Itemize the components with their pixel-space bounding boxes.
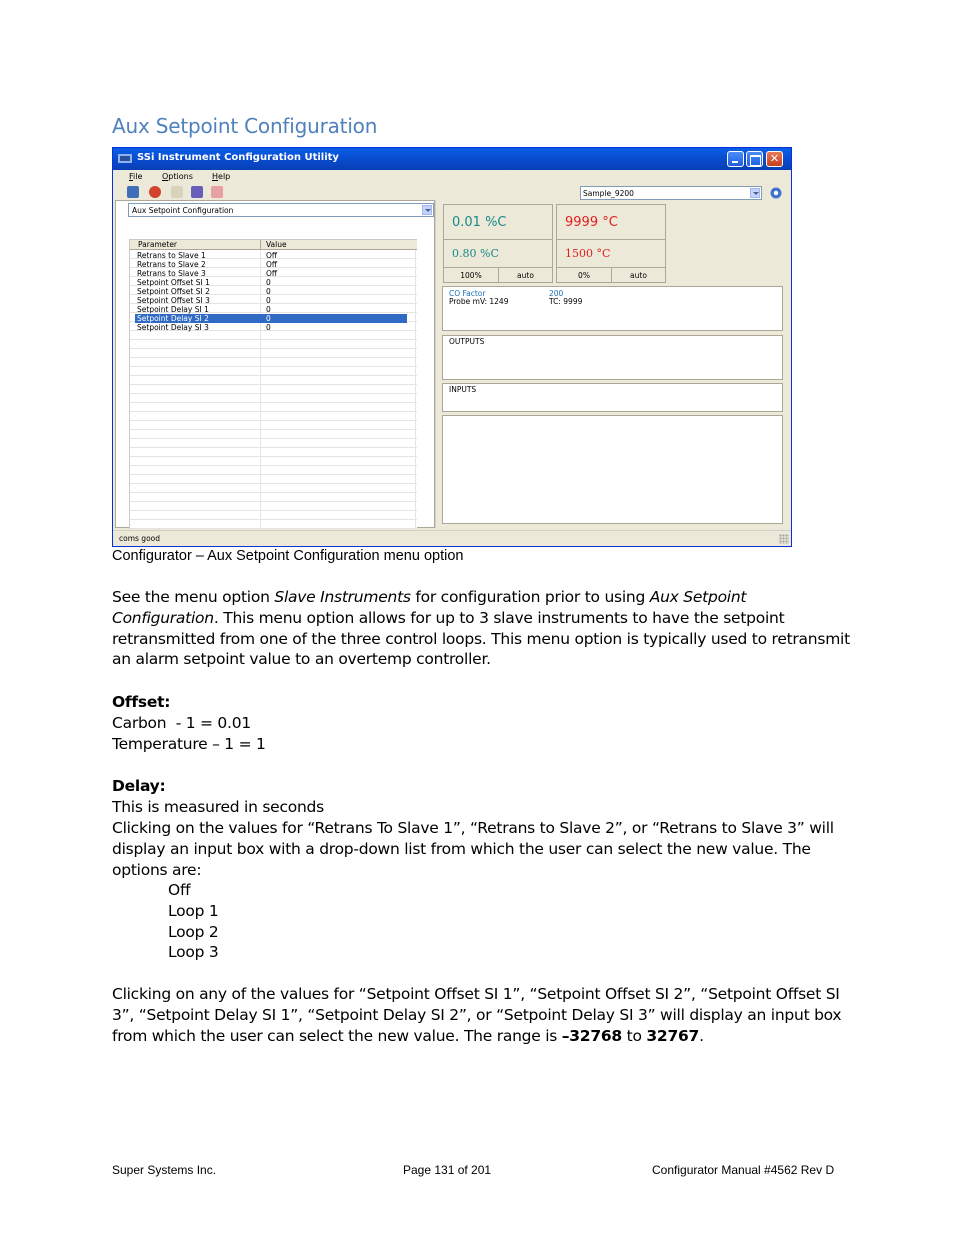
offset-label: Offset: xyxy=(112,693,171,711)
table-row[interactable] xyxy=(130,278,417,287)
status-bar xyxy=(113,530,791,546)
intro-text: for configuration prior to using xyxy=(410,588,650,606)
inputs-label: INPUTS xyxy=(449,385,477,394)
menu-bar xyxy=(113,170,791,184)
row-parameter: Setpoint Offset SI 1 xyxy=(137,278,210,287)
table-row[interactable] xyxy=(130,323,417,332)
loop2-mode[interactable]: auto xyxy=(630,271,647,280)
instrument-select-value: Sample_9200 xyxy=(583,189,634,198)
row-value[interactable]: Off xyxy=(266,269,278,278)
loop1-output: 100% xyxy=(460,271,482,280)
option-item: Loop 2 xyxy=(168,923,219,941)
report-icon[interactable] xyxy=(211,186,223,198)
window-title: SSi Instrument Configuration Utility xyxy=(137,152,339,163)
row-parameter: Setpoint Offset SI 3 xyxy=(137,296,210,305)
parameter-grid xyxy=(129,239,417,529)
slave-instruments-link-text: Slave Instruments xyxy=(274,588,411,606)
outputs-panel xyxy=(442,335,783,380)
settings-icon[interactable] xyxy=(191,186,203,198)
row-parameter: Retrans to Slave 3 xyxy=(137,269,206,278)
footer-company: Super Systems Inc. xyxy=(112,1163,217,1177)
delay-paragraph: Clicking on the values for “Retrans To Slave 1”, “Retrans to Slave 2”, or “Retrans to Slave 3” will display an input box with a drop-down list from which the user can select the new value. The options are: xyxy=(112,819,834,879)
offset-temperature: Temperature – 1 = 1 xyxy=(112,735,266,753)
table-row[interactable] xyxy=(130,305,417,314)
app-icon xyxy=(118,154,132,163)
grid-header xyxy=(130,240,417,250)
table-row[interactable] xyxy=(130,287,417,296)
range-min: –32768 xyxy=(561,1026,622,1045)
parameter-pane xyxy=(115,200,435,528)
section-heading: Aux Setpoint Configuration xyxy=(112,114,378,138)
intro-paragraph xyxy=(112,587,852,670)
chevron-down-icon[interactable] xyxy=(750,188,760,198)
footer-manual: Configurator Manual #4562 Rev D xyxy=(652,1163,835,1177)
maximize-icon xyxy=(747,152,762,166)
info-panel xyxy=(442,286,783,331)
range-text: Clicking on any of the values for “Setpoint Offset SI 1”, “Setpoint Offset SI 2”, “Setpoint Offset SI 3”, “Setpoint Delay SI 1”, “Setpoint Delay SI 2”, or “Setpoint Delay SI 3” will display an input box from which the user can select the new value. The range is xyxy=(112,985,842,1045)
intro-text: . This menu option allows for up to 3 slave instruments to have the setpoint retransmitted from one of the three control loops. This menu option is typically used to retransmit an alarm setpoint value to an overtemp controller. xyxy=(112,608,850,669)
status-pane xyxy=(441,200,791,528)
loop1-process-value: 0.01 %C xyxy=(444,205,552,240)
row-value[interactable]: 0 xyxy=(266,296,271,305)
chevron-down-icon[interactable] xyxy=(422,205,432,215)
close-icon: ✕ xyxy=(769,152,780,165)
column-header-parameter[interactable]: Parameter xyxy=(138,240,178,249)
row-value[interactable]: 0 xyxy=(266,323,271,332)
minimize-icon xyxy=(728,152,743,166)
delay-label: Delay: xyxy=(112,777,166,795)
connect-icon[interactable] xyxy=(127,186,139,198)
option-item: Loop 3 xyxy=(168,943,219,961)
menu-file[interactable]: File xyxy=(129,172,143,181)
row-value[interactable]: Off xyxy=(266,260,278,269)
stop-icon[interactable] xyxy=(149,186,161,198)
loop1-mode[interactable]: auto xyxy=(517,271,534,280)
range-paragraph xyxy=(112,984,852,1046)
intro-text: See the menu option xyxy=(112,588,275,606)
row-parameter: Setpoint Delay SI 3 xyxy=(137,323,209,332)
offset-carbon: Carbon - 1 = 0.01 xyxy=(112,714,251,732)
disabled-tool-icon[interactable] xyxy=(171,186,183,198)
option-item: Loop 1 xyxy=(168,902,219,920)
row-parameter: Retrans to Slave 2 xyxy=(137,260,206,269)
title-bar xyxy=(113,148,791,170)
aux-setpoint-text: Aux Setpoint Configuration xyxy=(112,588,747,627)
loop2-process-value: 9999 °C xyxy=(557,205,665,240)
table-row[interactable] xyxy=(130,296,417,305)
table-row[interactable] xyxy=(130,269,417,278)
app-window-screenshot xyxy=(112,147,792,547)
row-parameter: Retrans to Slave 1 xyxy=(137,251,206,260)
row-value[interactable]: 0 xyxy=(266,278,271,287)
row-value[interactable]: 0 xyxy=(266,305,271,314)
close-button[interactable] xyxy=(766,151,783,167)
loop2-display xyxy=(556,204,666,283)
inputs-panel xyxy=(442,383,783,412)
column-header-value[interactable]: Value xyxy=(266,240,287,249)
outputs-label: OUTPUTS xyxy=(449,337,485,346)
row-parameter: Setpoint Delay SI 1 xyxy=(137,305,209,314)
delay-units: This is measured in seconds xyxy=(112,798,324,816)
co-factor-label: CO Factor xyxy=(449,289,486,298)
resize-grip-icon[interactable] xyxy=(779,534,789,544)
loop2-output: 0% xyxy=(578,271,590,280)
pane-splitter[interactable] xyxy=(435,200,440,528)
tc-value: TC: 9999 xyxy=(549,297,583,306)
row-parameter: Setpoint Delay SI 2 xyxy=(137,314,209,323)
table-row[interactable] xyxy=(130,260,417,269)
minimize-button[interactable] xyxy=(727,151,744,167)
row-value[interactable]: 0 xyxy=(266,314,271,323)
range-end: . xyxy=(699,1026,704,1045)
menu-option-select[interactable] xyxy=(128,203,434,217)
instrument-select[interactable] xyxy=(580,186,762,200)
row-value[interactable]: 0 xyxy=(266,287,271,296)
menu-options[interactable]: Options xyxy=(162,172,193,181)
co-factor-value: 200 xyxy=(549,289,564,298)
empty-panel xyxy=(442,415,783,524)
loop1-display xyxy=(443,204,553,283)
option-item: Off xyxy=(168,881,191,899)
menu-help[interactable]: Help xyxy=(212,172,231,181)
figure-caption: Configurator – Aux Setpoint Configuration menu option xyxy=(112,548,464,564)
help-icon[interactable] xyxy=(769,187,783,199)
menu-option-select-value: Aux Setpoint Configuration xyxy=(132,206,234,215)
range-to: to xyxy=(621,1026,647,1045)
table-row-selected[interactable] xyxy=(135,314,407,323)
maximize-button[interactable] xyxy=(746,151,763,167)
loop1-setpoint[interactable]: 0.80 %C xyxy=(444,240,552,268)
table-row[interactable] xyxy=(130,251,417,260)
probe-mv: Probe mV: 1249 xyxy=(449,297,509,306)
status-text: coms good xyxy=(119,534,161,543)
loop2-setpoint[interactable]: 1500 °C xyxy=(557,240,665,268)
footer-page-number: Page 131 of 201 xyxy=(403,1163,492,1177)
row-parameter: Setpoint Offset SI 2 xyxy=(137,287,210,296)
column-divider[interactable] xyxy=(260,240,261,250)
row-value[interactable]: Off xyxy=(266,251,278,260)
range-max: 32767 xyxy=(646,1026,700,1045)
